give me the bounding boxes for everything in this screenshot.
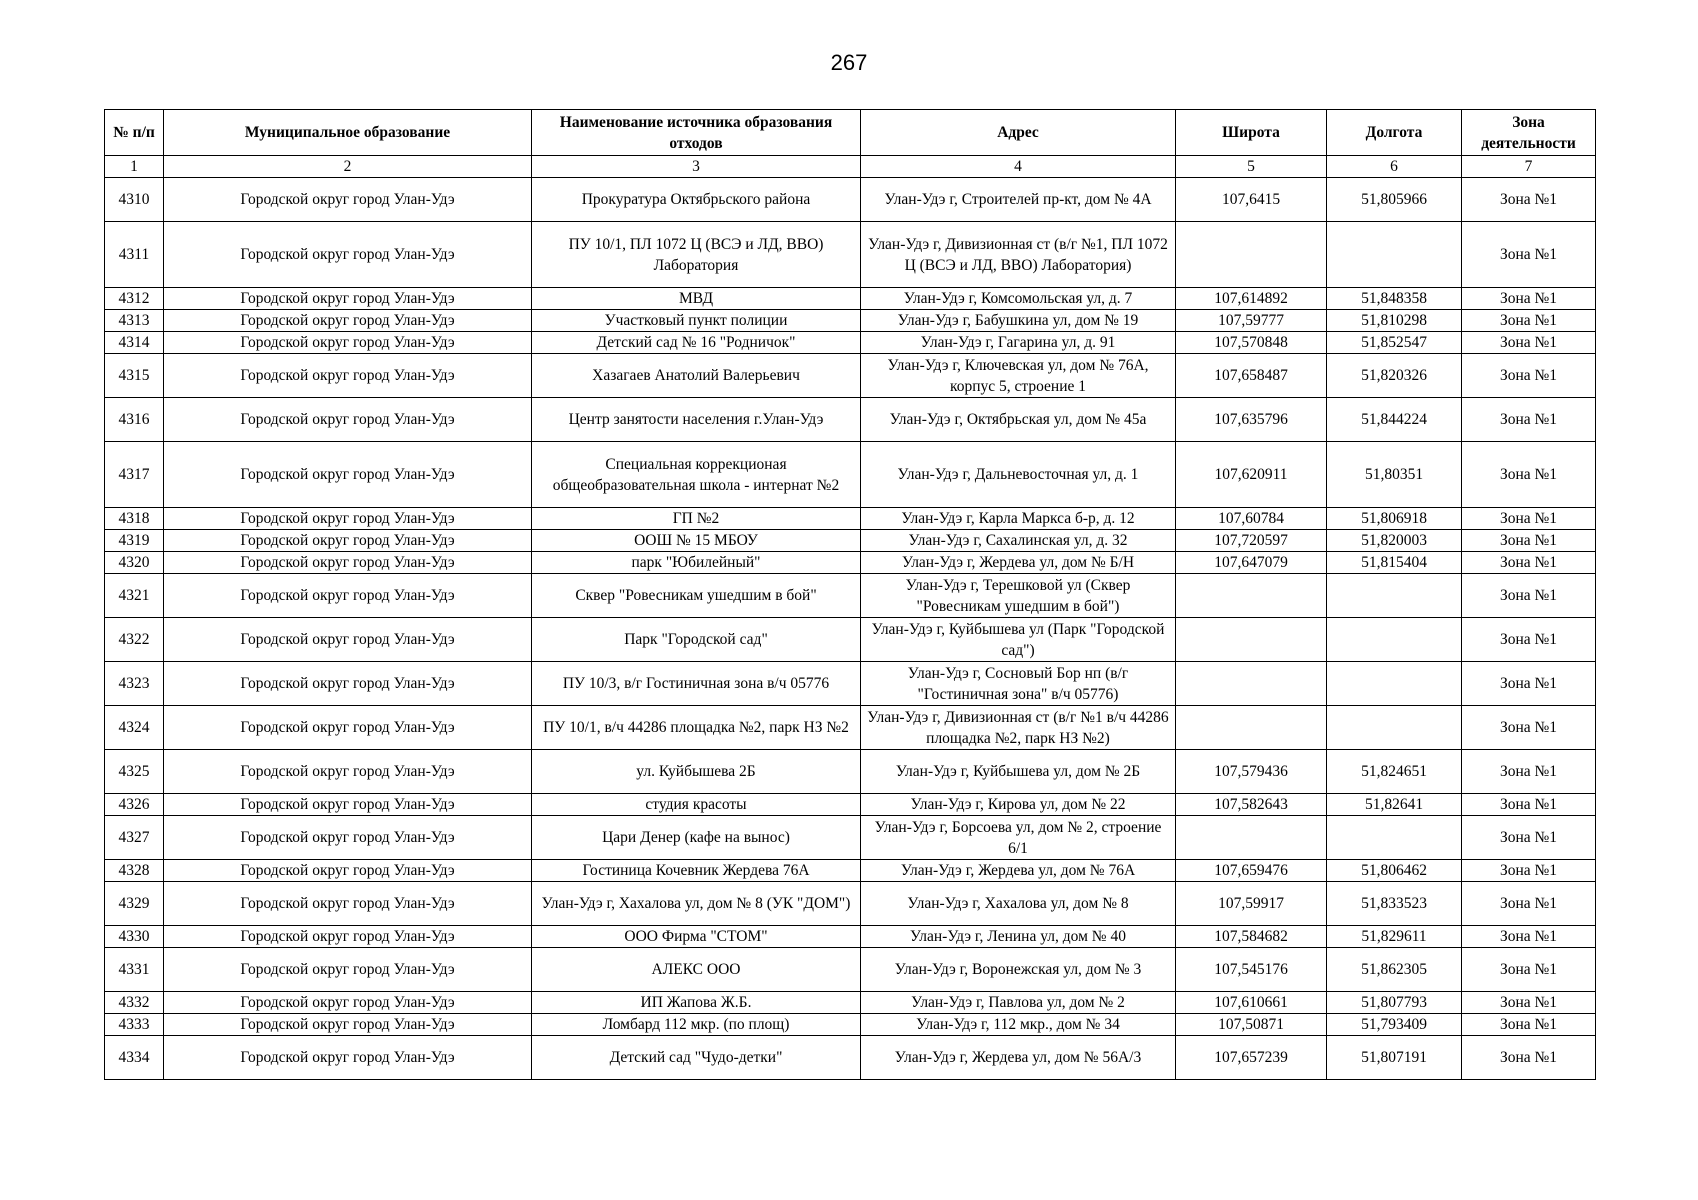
municipality-cell: Городской округ город Улан-Удэ [164,926,532,948]
table-row [105,552,1596,574]
zone-cell: Зона №1 [1462,354,1596,398]
longitude-cell [1327,706,1462,750]
zone-cell: Зона №1 [1462,552,1596,574]
address-cell: Улан-Удэ г, Дивизионная ст (в/г №1, ПЛ 1072 Ц (ВСЭ и ЛД, ВВО) Лаборатория) [861,222,1176,288]
table-row [105,794,1596,816]
row-number: 4318 [105,508,164,530]
row-number: 4334 [105,1036,164,1080]
longitude-cell: 51,810298 [1327,310,1462,332]
table-row [105,574,1596,618]
municipality-cell: Городской округ город Улан-Удэ [164,332,532,354]
row-number: 4313 [105,310,164,332]
table-row [105,442,1596,508]
zone-cell: Зона №1 [1462,926,1596,948]
longitude-cell: 51,815404 [1327,552,1462,574]
municipality-cell: Городской округ город Улан-Удэ [164,948,532,992]
source-name-cell: парк "Юбилейный" [532,552,861,574]
municipality-cell: Городской округ город Улан-Удэ [164,816,532,860]
latitude-cell: 107,59777 [1176,310,1327,332]
address-cell: Улан-Удэ г, Жердева ул, дом № Б/Н [861,552,1176,574]
zone-cell: Зона №1 [1462,222,1596,288]
municipality-cell: Городской округ город Улан-Удэ [164,992,532,1014]
latitude-cell: 107,657239 [1176,1036,1327,1080]
table-row [105,530,1596,552]
latitude-cell: 107,610661 [1176,992,1327,1014]
address-cell: Улан-Удэ г, Терешковой ул (Сквер "Ровесникам ушедшим в бой") [861,574,1176,618]
column-number: 1 [105,156,164,178]
longitude-cell: 51,805966 [1327,178,1462,222]
address-cell: Улан-Удэ г, Бабушкина ул, дом № 19 [861,310,1176,332]
row-number: 4325 [105,750,164,794]
row-number: 4310 [105,178,164,222]
table-row [105,288,1596,310]
longitude-cell: 51,844224 [1327,398,1462,442]
zone-cell: Зона №1 [1462,750,1596,794]
zone-cell: Зона №1 [1462,398,1596,442]
latitude-cell: 107,659476 [1176,860,1327,882]
longitude-cell: 51,852547 [1327,332,1462,354]
table-row [105,860,1596,882]
zone-cell: Зона №1 [1462,794,1596,816]
row-number: 4327 [105,816,164,860]
longitude-cell: 51,806462 [1327,860,1462,882]
header-num: № п/п [105,110,164,156]
municipality-cell: Городской округ город Улан-Удэ [164,442,532,508]
zone-cell: Зона №1 [1462,1036,1596,1080]
header-municipality: Муниципальное образование [164,110,532,156]
address-cell: Улан-Удэ г, Павлова ул, дом № 2 [861,992,1176,1014]
zone-cell: Зона №1 [1462,442,1596,508]
source-name-cell: Прокуратура Октябрьского района [532,178,861,222]
source-name-cell: ПУ 10/1, в/ч 44286 площадка №2, парк НЗ №2 [532,706,861,750]
table-row [105,882,1596,926]
column-number: 5 [1176,156,1327,178]
address-cell: Улан-Удэ г, Куйбышева ул, дом № 2Б [861,750,1176,794]
column-number: 2 [164,156,532,178]
zone-cell: Зона №1 [1462,948,1596,992]
address-cell: Улан-Удэ г, Комсомольская ул, д. 7 [861,288,1176,310]
table-row [105,178,1596,222]
zone-cell: Зона №1 [1462,508,1596,530]
source-name-cell: ПУ 10/1, ПЛ 1072 Ц (ВСЭ и ЛД, ВВО) Лаборатория [532,222,861,288]
municipality-cell: Городской округ город Улан-Удэ [164,750,532,794]
table-body [105,178,1596,1080]
row-number: 4311 [105,222,164,288]
source-name-cell: Сквер "Ровесникам ушедшим в бой" [532,574,861,618]
header-source-name: Наименование источника образования отходов [532,110,861,156]
table-row [105,926,1596,948]
municipality-cell: Городской округ город Улан-Удэ [164,508,532,530]
table-row [105,1036,1596,1080]
table-row [105,992,1596,1014]
table-row [105,750,1596,794]
zone-cell: Зона №1 [1462,706,1596,750]
address-cell: Улан-Удэ г, Борсоева ул, дом № 2, строение 6/1 [861,816,1176,860]
latitude-cell: 107,620911 [1176,442,1327,508]
municipality-cell: Городской округ город Улан-Удэ [164,618,532,662]
table-row [105,662,1596,706]
latitude-cell: 107,6415 [1176,178,1327,222]
address-cell: Улан-Удэ г, Гагарина ул, д. 91 [861,332,1176,354]
latitude-cell: 107,50871 [1176,1014,1327,1036]
source-name-cell: АЛЕКС ООО [532,948,861,992]
latitude-cell: 107,570848 [1176,332,1327,354]
municipality-cell: Городской округ город Улан-Удэ [164,860,532,882]
longitude-cell: 51,793409 [1327,1014,1462,1036]
zone-cell: Зона №1 [1462,288,1596,310]
address-cell: Улан-Удэ г, Хахалова ул, дом № 8 [861,882,1176,926]
address-cell: Улан-Удэ г, Жердева ул, дом № 56А/3 [861,1036,1176,1080]
longitude-cell: 51,80351 [1327,442,1462,508]
column-numbers-row [105,156,1596,178]
address-cell: Улан-Удэ г, Кирова ул, дом № 22 [861,794,1176,816]
column-number: 7 [1462,156,1596,178]
source-name-cell: ООШ № 15 МБОУ [532,530,861,552]
municipality-cell: Городской округ город Улан-Удэ [164,794,532,816]
address-cell: Улан-Удэ г, Жердева ул, дом № 76А [861,860,1176,882]
header-latitude: Широта [1176,110,1327,156]
address-cell: Улан-Удэ г, Дальневосточная ул, д. 1 [861,442,1176,508]
longitude-cell [1327,662,1462,706]
source-name-cell: Центр занятости населения г.Улан-Удэ [532,398,861,442]
source-name-cell: ПУ 10/3, в/г Гостиничная зона в/ч 05776 [532,662,861,706]
zone-cell: Зона №1 [1462,178,1596,222]
row-number: 4316 [105,398,164,442]
municipality-cell: Городской округ город Улан-Удэ [164,310,532,332]
latitude-cell: 107,582643 [1176,794,1327,816]
table-row [105,222,1596,288]
municipality-cell: Городской округ город Улан-Удэ [164,1014,532,1036]
latitude-cell: 107,720597 [1176,530,1327,552]
row-number: 4312 [105,288,164,310]
latitude-cell: 107,545176 [1176,948,1327,992]
column-number: 4 [861,156,1176,178]
zone-cell: Зона №1 [1462,860,1596,882]
latitude-cell [1176,222,1327,288]
longitude-cell: 51,820003 [1327,530,1462,552]
municipality-cell: Городской округ город Улан-Удэ [164,552,532,574]
latitude-cell: 107,59917 [1176,882,1327,926]
source-name-cell: студия красоты [532,794,861,816]
zone-cell: Зона №1 [1462,618,1596,662]
zone-cell: Зона №1 [1462,662,1596,706]
row-number: 4326 [105,794,164,816]
header-row [105,110,1596,156]
source-name-cell: Специальная коррекционая общеобразовательная школа - интернат №2 [532,442,861,508]
latitude-cell: 107,635796 [1176,398,1327,442]
row-number: 4322 [105,618,164,662]
header-longitude: Долгота [1327,110,1462,156]
column-number: 6 [1327,156,1462,178]
longitude-cell: 51,824651 [1327,750,1462,794]
table-row [105,332,1596,354]
header-address: Адрес [861,110,1176,156]
zone-cell: Зона №1 [1462,816,1596,860]
row-number: 4330 [105,926,164,948]
column-number: 3 [532,156,861,178]
address-cell: Улан-Удэ г, 112 мкр., дом № 34 [861,1014,1176,1036]
zone-cell: Зона №1 [1462,574,1596,618]
address-cell: Улан-Удэ г, Строителей пр-кт, дом № 4А [861,178,1176,222]
address-cell: Улан-Удэ г, Ключевская ул, дом № 76А, корпус 5, строение 1 [861,354,1176,398]
table-row [105,1014,1596,1036]
source-name-cell: Ломбард 112 мкр. (по площ) [532,1014,861,1036]
longitude-cell [1327,618,1462,662]
address-cell: Улан-Удэ г, Карла Маркса б-р, д. 12 [861,508,1176,530]
address-cell: Улан-Удэ г, Куйбышева ул (Парк "Городской сад") [861,618,1176,662]
source-name-cell: МВД [532,288,861,310]
longitude-cell: 51,829611 [1327,926,1462,948]
municipality-cell: Городской округ город Улан-Удэ [164,288,532,310]
latitude-cell: 107,614892 [1176,288,1327,310]
latitude-cell [1176,816,1327,860]
source-name-cell: Гостиница Кочевник Жердева 76А [532,860,861,882]
row-number: 4315 [105,354,164,398]
source-name-cell: Улан-Удэ г, Хахалова ул, дом № 8 (УК "ДОМ") [532,882,861,926]
municipality-cell: Городской округ город Улан-Удэ [164,882,532,926]
table-row [105,398,1596,442]
page-number: 267 [830,50,868,75]
municipality-cell: Городской округ город Улан-Удэ [164,398,532,442]
address-cell: Улан-Удэ г, Сосновый Бор нп (в/г "Гостиничная зона" в/ч 05776) [861,662,1176,706]
longitude-cell: 51,820326 [1327,354,1462,398]
row-number: 4332 [105,992,164,1014]
longitude-cell [1327,574,1462,618]
row-number: 4331 [105,948,164,992]
zone-cell: Зона №1 [1462,1014,1596,1036]
source-name-cell: ООО Фирма "СТОМ" [532,926,861,948]
row-number: 4314 [105,332,164,354]
municipality-cell: Городской округ город Улан-Удэ [164,662,532,706]
municipality-cell: Городской округ город Улан-Удэ [164,574,532,618]
latitude-cell [1176,574,1327,618]
latitude-cell: 107,647079 [1176,552,1327,574]
source-name-cell: Детский сад № 16 "Родничок" [532,332,861,354]
table-row [105,310,1596,332]
table-row [105,508,1596,530]
municipality-cell: Городской округ город Улан-Удэ [164,706,532,750]
header-zone: Зона деятельности [1462,110,1596,156]
table-row [105,354,1596,398]
zone-cell: Зона №1 [1462,530,1596,552]
source-name-cell: Участковый пункт полиции [532,310,861,332]
latitude-cell: 107,584682 [1176,926,1327,948]
longitude-cell: 51,862305 [1327,948,1462,992]
row-number: 4328 [105,860,164,882]
longitude-cell: 51,82641 [1327,794,1462,816]
longitude-cell: 51,833523 [1327,882,1462,926]
latitude-cell: 107,60784 [1176,508,1327,530]
row-number: 4333 [105,1014,164,1036]
table-row [105,618,1596,662]
source-name-cell: ГП №2 [532,508,861,530]
row-number: 4329 [105,882,164,926]
row-number: 4324 [105,706,164,750]
source-name-cell: Хазагаев Анатолий Валерьевич [532,354,861,398]
table-row [105,948,1596,992]
municipality-cell: Городской округ город Улан-Удэ [164,178,532,222]
table-row [105,706,1596,750]
source-name-cell: Парк "Городской сад" [532,618,861,662]
zone-cell: Зона №1 [1462,992,1596,1014]
latitude-cell [1176,618,1327,662]
row-number: 4317 [105,442,164,508]
latitude-cell [1176,662,1327,706]
longitude-cell: 51,806918 [1327,508,1462,530]
latitude-cell [1176,706,1327,750]
latitude-cell: 107,579436 [1176,750,1327,794]
longitude-cell [1327,222,1462,288]
zone-cell: Зона №1 [1462,882,1596,926]
table-row [105,816,1596,860]
source-name-cell: ИП Жапова Ж.Б. [532,992,861,1014]
waste-sources-table [104,109,1596,1080]
latitude-cell: 107,658487 [1176,354,1327,398]
row-number: 4319 [105,530,164,552]
municipality-cell: Городской округ город Улан-Удэ [164,354,532,398]
address-cell: Улан-Удэ г, Ленина ул, дом № 40 [861,926,1176,948]
longitude-cell: 51,807191 [1327,1036,1462,1080]
zone-cell: Зона №1 [1462,332,1596,354]
address-cell: Улан-Удэ г, Октябрьская ул, дом № 45а [861,398,1176,442]
row-number: 4321 [105,574,164,618]
municipality-cell: Городской округ город Улан-Удэ [164,1036,532,1080]
municipality-cell: Городской округ город Улан-Удэ [164,530,532,552]
row-number: 4320 [105,552,164,574]
longitude-cell: 51,807793 [1327,992,1462,1014]
longitude-cell [1327,816,1462,860]
longitude-cell: 51,848358 [1327,288,1462,310]
address-cell: Улан-Удэ г, Дивизионная ст (в/г №1 в/ч 44286 площадка №2, парк НЗ №2) [861,706,1176,750]
address-cell: Улан-Удэ г, Сахалинская ул, д. 32 [861,530,1176,552]
municipality-cell: Городской округ город Улан-Удэ [164,222,532,288]
address-cell: Улан-Удэ г, Воронежская ул, дом № 3 [861,948,1176,992]
source-name-cell: Цари Денер (кафе на вынос) [532,816,861,860]
row-number: 4323 [105,662,164,706]
zone-cell: Зона №1 [1462,310,1596,332]
source-name-cell: ул. Куйбышева 2Б [532,750,861,794]
source-name-cell: Детский сад "Чудо-детки" [532,1036,861,1080]
